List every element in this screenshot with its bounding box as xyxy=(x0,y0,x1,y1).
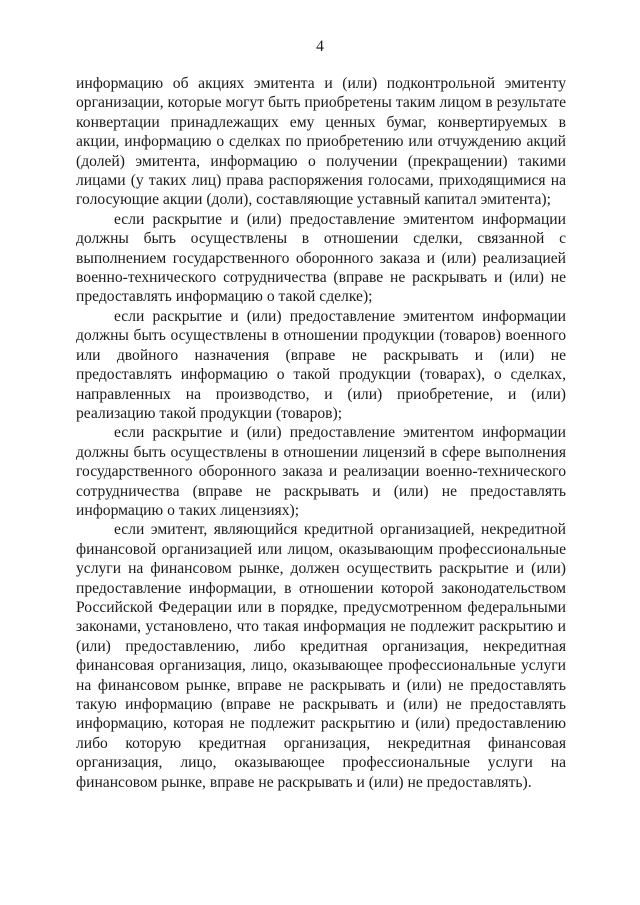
paragraph-licenses: если раскрытие и (или) предоставление эмитентом информации должны быть осуществлены в отношении лицензий в сфере выполнения государственного оборонного заказа и реализации военно-технического сотрудничества (вправе не раскрывать и (или) не предоставлять информацию о таких лицензиях); xyxy=(76,424,566,519)
page-number: 4 xyxy=(316,38,324,55)
paragraph-continuation: информацию об акциях эмитента и (или) подконтрольной эмитенту организации, которые могут быть приобретены таким лицом в результате конвертации принадлежащих ему ценных бумаг, конвертируемых в акции, информацию о сделках по приобретению или отчуждению акций (долей) эмитента, информацию о получении (прекращении) такими лицами (у таких лиц) права распоряжения голосами, приходящимися на голосующие акции (доли), составляющие уставный капитал эмитента); xyxy=(76,75,566,209)
paragraph-credit-organization: если эмитент, являющийся кредитной организацией, некредитной финансовой организацией или лицом, оказывающим профессиональные услуги на финансовом рынке, должен осуществить раскрытие и (или) предоставление информации, в отношении которой законодательством Российской Федерации или в порядке, предусмотренном федеральными законами, установлено, что такая информация не подлежит раскрытию и (или) предоставлению, либо кредитная организация, некредитная финансовая организация, лицо, оказывающее профессиональные услуги на финансовом рынке, вправе не раскрывать и (или) не предоставлять такую информацию (вправе не раскрывать и (или) не предоставлять информацию, которая не подлежит раскрытию и (или) предоставлению либо которую кредитная организация, некредитная финансовая организация, лицо, оказывающее профессиональные услуги на финансовом рынке, вправе не раскрывать и (или) не предоставлять). xyxy=(76,521,566,791)
document-body xyxy=(76,74,566,792)
paragraph-military-products: если раскрытие и (или) предоставление эмитентом информации должны быть осуществлены в отношении продукции (товаров) военного или двойного назначения (вправе не раскрывать и (или) не предоставлять информацию о такой продукции (товарах), о сделках, направленных на производство, и (или) приобретение, и (или) реализацию такой продукции (товаров); xyxy=(76,307,566,422)
paragraph-defense-order-deals: если раскрытие и (или) предоставление эмитентом информации должны быть осуществлены в отношении сделки, связанной с выполнением государственного оборонного заказа и (или) реализацией военно-технического сотрудничества (вправе не раскрывать и (или) не предоставлять информацию о такой сделке); xyxy=(76,210,566,306)
